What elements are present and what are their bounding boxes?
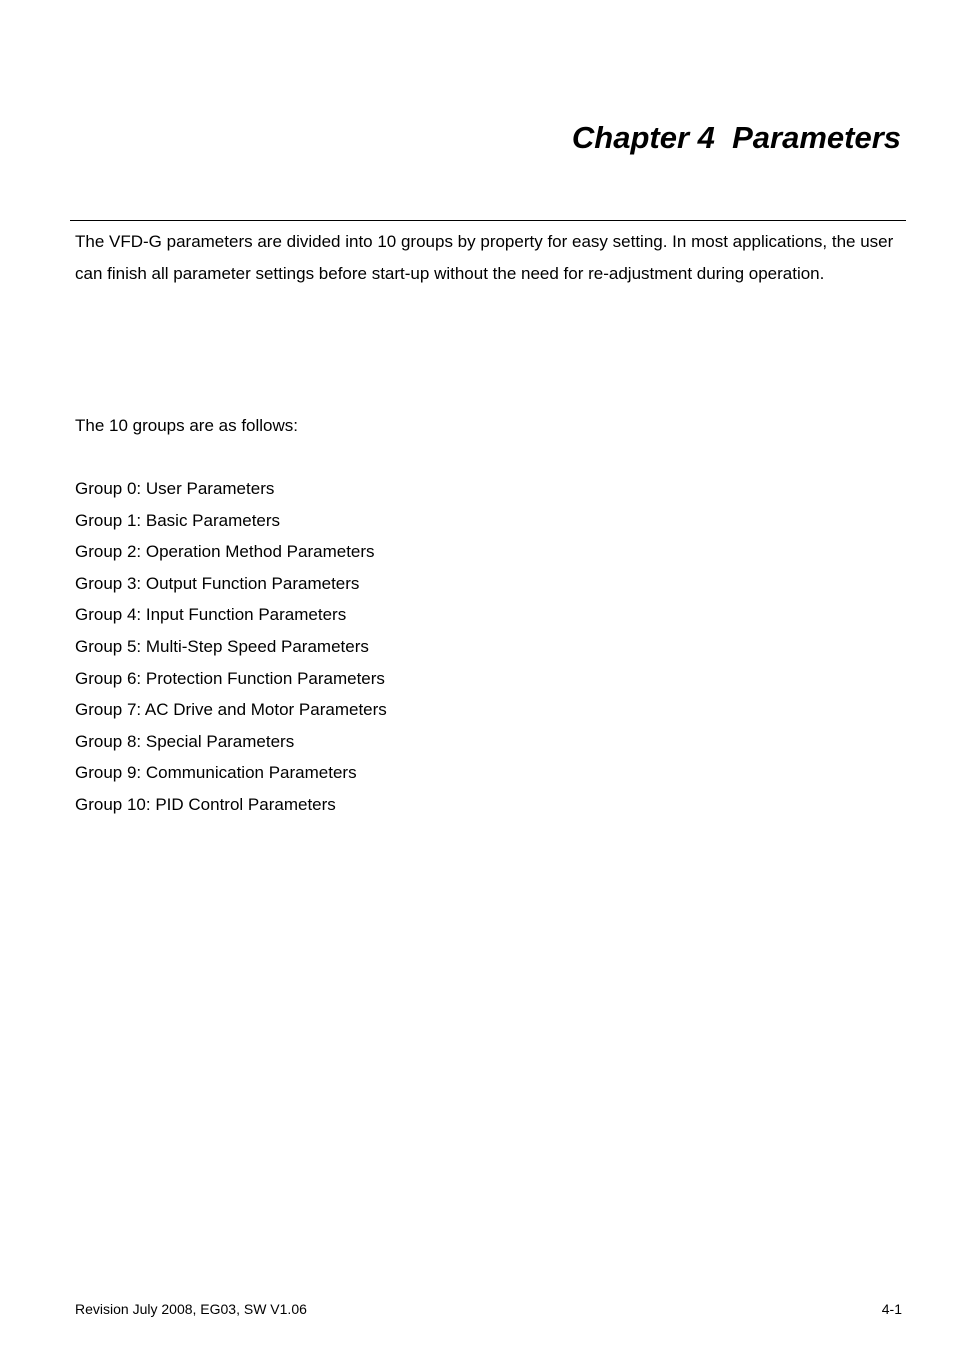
group-list-item: Group 2: Operation Method Parameters <box>75 542 375 562</box>
groups-lead-text: The 10 groups are as follows: <box>75 416 299 435</box>
group-list-item: Group 7: AC Drive and Motor Parameters <box>75 700 387 720</box>
group-list-item: Group 9: Communication Parameters <box>75 763 357 783</box>
group-list-item: Group 6: Protection Function Parameters <box>75 668 385 688</box>
group-list-item: Group 8: Special Parameters <box>75 731 295 751</box>
group-list-item: Group 0: User Parameters <box>75 479 275 498</box>
group-list-item: Group 1: Basic Parameters <box>75 510 281 530</box>
footer-page-number: 4-1 <box>881 1301 902 1317</box>
intro-paragraph: The VFD-G parameters are divided into 10 groups by property for easy setting. In most applications, the user can finish all parameter settings before start-up without the need for re-adjustment during operation. <box>75 232 894 283</box>
group-list-item: Group 3: Output Function Parameters <box>75 573 360 593</box>
footer-revision: Revision July 2008, EG03, SW V1.06 <box>75 1301 307 1317</box>
group-list-item: Group 10: PID Control Parameters <box>75 794 336 814</box>
title-divider <box>70 220 906 221</box>
chapter-title: Chapter 4 Parameters <box>571 120 901 155</box>
group-list-item: Group 4: Input Function Parameters <box>75 605 347 625</box>
group-list-item: Group 5: Multi-Step Speed Parameters <box>75 636 369 656</box>
group-list <box>75 473 387 821</box>
